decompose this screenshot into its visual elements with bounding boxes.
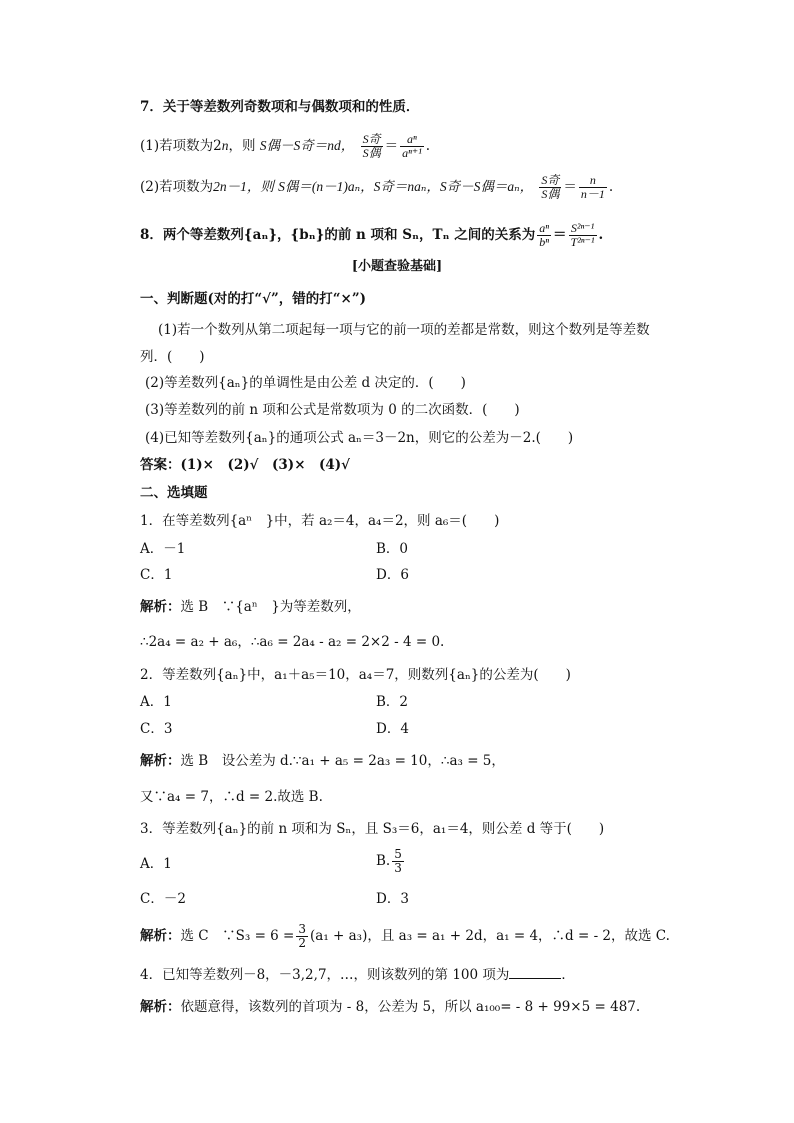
solution-text-pre: 选 C ∵S₃ = 6 =: [180, 928, 295, 944]
solution-text: 依题意得，该数列的首项为 - 8，公差为 5，所以 a₁₀₀= - 8 + 99×5 = 487.: [180, 999, 641, 1015]
property-7-1-eq: S偶－S奇＝nd，: [259, 138, 355, 153]
property-8-text: 8．两个等差数列{aₙ}，{bₙ}的前 n 项和 Sₙ，Tₙ 之间的关系为: [140, 227, 536, 243]
fraction-denominator: bⁿ: [539, 235, 550, 249]
fraction-denominator: 3: [394, 861, 402, 875]
property-7-2-ratio-result: [579, 174, 607, 201]
fraction-denominator: n－1: [580, 187, 605, 201]
property-7-1-ratio-result: [400, 133, 424, 160]
fill-q4-stem: [140, 966, 575, 984]
option-b-prefix: B.: [376, 853, 391, 869]
solution-text-post: (a₁ + a₃)，且 a₃ = a₁ + 2d，a₁ = 4，∴d = - 2，故选 C.: [310, 928, 670, 944]
property-7-1: (1)若项数为2n，则 S偶－S奇＝nd， $\frac{\text{S奇}}{\text{S偶}}$ ＝ $\frac{\text{aⁿ}}{\text{aⁿ⁺¹}}$ .: [140, 132, 431, 160]
answer-blank[interactable]: [509, 966, 561, 979]
fill-q2-stem: 2．等差数列{aₙ}中，a₁＋a₅＝10，a₄＝7，则数列{aₙ}的公差为( ): [140, 667, 571, 683]
fill-q2-solution-line2: 又∵a₄ = 7，∴d = 2.故选 B.: [140, 789, 323, 805]
fill-q4-solution: [140, 998, 640, 1016]
solution-label: 解析：: [140, 753, 181, 769]
property-7-1-mid: ，则: [228, 138, 256, 154]
property-7-2-ratio: [539, 174, 561, 201]
fill-q3-option-a: A．1: [140, 856, 172, 872]
property-8: 8．两个等差数列{aₙ}，{bₙ}的前 n 项和 Sₙ，Tₙ 之间的关系为 $\frac{\text{aⁿ}}{\text{bⁿ}}$ ＝ $\frac{\text{S²ⁿ⁻¹}}{\text{T²ⁿ⁻¹}}$ .: [140, 221, 604, 249]
q4-stem-end: ．: [561, 967, 575, 983]
property-7-1-ratio: [361, 133, 383, 160]
judge-q4: (4)已知等差数列{aₙ}的通项公式 aₙ＝3－2n，则它的公差为－2.( ): [145, 430, 574, 446]
fraction-numerator: aⁿ: [400, 133, 424, 147]
fill-q2-option-b: B．2: [376, 694, 409, 710]
judge-q2: (2)等差数列{aₙ}的单调性是由公差 d 决定的．( ): [145, 375, 466, 391]
fraction-numerator: 5: [394, 847, 402, 861]
fraction-denominator: aⁿ⁺¹: [402, 146, 422, 160]
fill-heading: 二、选填题: [140, 485, 208, 501]
fill-q3-option-c: C．－2: [140, 891, 186, 907]
property-7-2-value: 2n－1，则: [213, 179, 274, 194]
property-7-2: (2)若项数为2n－1，则 S偶＝(n－1)aₙ，S奇＝naₙ，S奇－S偶＝aₙ， $\frac{\text{S奇}}{\text{S偶}}$ ＝ $\frac{n}{n-1}$ .: [140, 173, 614, 201]
fill-q3-stem: 3．等差数列{aₙ}的前 n 项和为 Sₙ，且 S₃＝6，a₁＝4，则公差 d 等于( ): [140, 821, 605, 837]
fill-q1-solution-line2: ∴2a₄ = a₂ + a₆，∴a₆ = 2a₄ - a₂ = 2×2 - 4 = 0.: [140, 634, 445, 650]
section-title: [小题查验基础]: [351, 259, 443, 274]
fill-q1-stem: 1．在等差数列{aⁿ }中，若 a₂＝4，a₄＝2，则 a₆＝( ): [140, 513, 500, 529]
solution-text: 选 B ∵{aⁿ }为等差数列，: [180, 599, 361, 615]
solution-text: 选 B 设公差为 d.∵a₁ + a₅ = 2a₃ = 10，∴a₃ = 5，: [180, 753, 505, 769]
judge-answer: 答案：(1)× (2)√ (3)× (4)√: [140, 457, 351, 473]
fraction-denominator: S偶: [541, 187, 560, 201]
solution-label: 解析：: [140, 928, 181, 944]
fraction-numerator: 3: [298, 922, 307, 936]
fill-q2-option-d: D．4: [376, 721, 409, 737]
judge-heading: 一、判断题(对的打“√”，错的打“×”): [140, 291, 367, 307]
judge-q1-line2: 列．( ): [140, 349, 205, 365]
fraction-numerator: S²ⁿ⁻¹: [569, 222, 597, 236]
fill-q3-option-d: D．3: [376, 891, 409, 907]
property-7-1-prefix: (1)若项数为: [140, 138, 214, 154]
property-7-1-n: n: [221, 138, 229, 153]
fill-q3-solution: [140, 923, 670, 950]
fraction-numerator: S奇: [362, 132, 381, 146]
fill-q2-solution-line1: [140, 752, 505, 770]
solution-fraction: [296, 923, 308, 950]
property-7-2-prefix: (2)若项数为: [140, 179, 214, 195]
fraction-numerator: aⁿ: [539, 221, 550, 235]
fraction-denominator: S偶: [362, 146, 381, 160]
fill-q2-option-a: A．1: [140, 694, 172, 710]
property-8-ratio-result: [569, 222, 597, 249]
property-7-1-2n: 2: [213, 138, 222, 154]
fraction-denominator: T²ⁿ⁻¹: [570, 235, 595, 249]
option-b-fraction: [392, 848, 404, 875]
property-7-2-eq: S偶＝(n－1)aₙ，S奇＝naₙ，S奇－S偶＝aₙ，: [278, 179, 534, 194]
property-7-title: 7．关于等差数列奇数项和与偶数项和的性质．: [140, 99, 420, 115]
fraction-numerator: n: [579, 174, 607, 188]
solution-label: 解析：: [140, 599, 181, 615]
fill-q3-option-b: [376, 848, 406, 875]
fill-q2-option-c: C．3: [140, 721, 173, 737]
fill-q1-option-c: C．1: [140, 567, 173, 583]
fill-q1-option-a: A．－1: [140, 541, 186, 557]
judge-q3: (3)等差数列的前 n 项和公式是常数项为 0 的二次函数．( ): [145, 402, 520, 418]
judge-q1-line1: (1)若一个数列从第二项起每一项与它的前一项的差都是常数，则这个数列是等差数: [158, 322, 650, 338]
solution-label: 解析：: [140, 999, 181, 1015]
fraction-numerator: S奇: [541, 173, 560, 187]
fill-q1-option-d: D．6: [376, 567, 409, 583]
q4-stem-text: 4．已知等差数列－8，－3,2,7，…，则该数列的第 100 项为: [140, 967, 510, 983]
fill-q1-option-b: B．0: [376, 541, 409, 557]
property-8-ratio: [537, 222, 551, 249]
fraction-denominator: 2: [298, 936, 307, 950]
fill-q1-solution-line1: [140, 598, 361, 616]
